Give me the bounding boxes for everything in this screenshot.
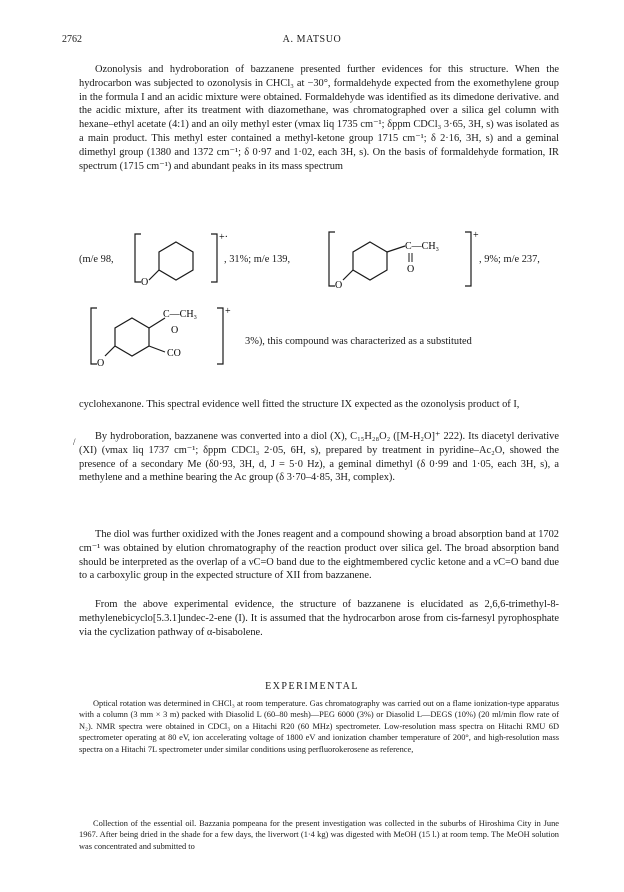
paragraph-conclusion <box>79 598 559 639</box>
oxo-label-2: O <box>335 280 343 290</box>
charge-label-3: + <box>225 306 231 317</box>
acetyl-label-3: C—CH₃ <box>163 309 198 320</box>
margin-mark: / <box>73 437 76 447</box>
paragraph-text: By hydroboration, bazzanene was converted into a diol (X), C₁₅H₂₈O₂ ([M-H₂O]⁺ 222). Its diacetyl derivative (XI) (νmax liq 1737 cm⁻¹; δppm CDCl₃ 2·05, 6H, s), prepared by treatment in pyridine–Ac₂O, showed the presence of a secondary Me (δ0·93, 3H, d, J = 5·0 Hz), a geminal dimethyl (δ 0·99 and 1·05, each 3H, s), a methylene and a methine bearing the Ac group (δ 3·70–4·85, 3H, complex). <box>79 431 559 484</box>
paragraph-text: Optical rotation was determined in CHCl₃ at room temperature. Gas chromatography was carried out on a flame ionization-type apparatus with a column (3 mm × 3 m) packed with Diasolid L (60–80 mesh)—PEG 6000 (3%) or Diasolid L—DEGS (10%) (20 ml/min flow rate of N₂). NMR spectra were obtained in CDCl₃ on a Hitachi R20 (60 MHz) spectrometer. Low-resolution mass spectra on Hitachi RMU 6D spectrometer operating at 80 eV, ion accelerating voltage of 1800 eV and ionization chamber temperature of 200°, and high-resolution mass spectra on a Hitachi 7L spectrometer under similar conditions using perfluorokerosene as reference, <box>79 699 559 754</box>
paragraph-ozonolysis <box>79 63 559 173</box>
paragraph-text: Ozonolysis and hydroboration of bazzanene presented further evidences for this structure. When the hydrocarbon was subjected to ozonolysis in CHCl₃ at −30°, formaldehyde expected from the exomethylene group in the formula I and an acidic mixture were obtained. Formaldehyde was identified as its dimedone derivative. and the acidic mixture, after its treatment with diazomethane, was chromatographed over a silica gel column with hexane–ethyl acetate (4:1) and an oily methyl ester (νmax liq 1735 cm⁻¹; δppm CDCl₃ 3·65, 3H, s) was isolated as a main product. This methyl ester contained a methyl-ketone group 1715 cm⁻¹; δ 2·16, 3H, s) and a geminal dimethyl group (1380 and 1372 cm⁻¹; δ 0·97 and 1·02, each 3H, s). On the basis of formaldehyde formation, IR spectrum (1715 cm⁻¹) and abundant peaks in its mass spectrum <box>79 64 559 172</box>
oxo-label-3: O <box>97 358 105 368</box>
oxo-label: O <box>141 277 149 286</box>
charge-label: +· <box>219 232 228 243</box>
paragraph-text: cyclohexanone. This spectral evidence well fitted the structure IX expected as the ozonolysis product of I, <box>79 399 520 410</box>
paragraph-text: Collection of the essential oil. Bazzania pompeana for the present investigation was collected in the suburbs of Hiroshima City in June 1967. After being dried in the shade for a few days, the liverwort (1·4 kg) was digested with MeOH (15 l.) at room temp. The MeOH solution was concentrated and submitted to <box>79 819 559 851</box>
paragraph-cyclohexanone <box>79 398 559 412</box>
co-label: CO <box>167 348 181 359</box>
acetyl-oxo-label: O <box>407 264 415 275</box>
paragraph-hydroboration <box>79 430 559 485</box>
mass-peak-text-2: , 31%; m/e 139, <box>224 254 291 265</box>
charge-label-2: + <box>473 230 479 241</box>
paragraph-text: From the above experimental evidence, the structure of bazzanene is elucidated as 2,6,6-trimethyl-8-methylenebicyclo[5.3.1]undec-2-ene (I). It is assumed that the hydrocarbon arose from cis-farnesyl pyrophosphate via the cyclization pathway of α-bisabolene. <box>79 599 559 638</box>
structure-bicyclic-fragment-cation <box>87 302 257 368</box>
experimental-heading: EXPERIMENTAL <box>265 681 359 692</box>
acetyl-label: C—CH₃ <box>405 241 440 252</box>
paragraph-jones-oxidation <box>79 528 559 583</box>
mass-peak-text-3: , 9%; m/e 237, <box>479 254 540 265</box>
mass-peak-text-4: 3%), this compound was characterized as a substituted <box>245 336 472 347</box>
paragraph-text: The diol was further oxidized with the Jones reagent and a compound showing a broad absorption band at 1702 cm⁻¹ was obtained by elution chromatography of the reaction product over silica gel. The broad absorption band should be interpreted as the overlap of a νC=O band due to the eightmembered cyclic ketone and a νC=O band due to a carboxylic group in the expected structure of XII from bazzanene. <box>79 529 559 582</box>
experimental-paragraph-collection <box>79 818 559 852</box>
structure-formula-row <box>79 226 559 366</box>
mass-peak-text-1: (m/e 98, <box>79 254 114 265</box>
running-head: A. MATSUO <box>282 34 342 45</box>
experimental-paragraph-general <box>79 698 559 755</box>
acetyl-oxo-label-3: O <box>171 325 179 336</box>
page-header <box>62 34 562 48</box>
page-number: 2762 <box>62 34 82 45</box>
structure-acetyl-cyclohexanone-cation <box>325 226 495 290</box>
